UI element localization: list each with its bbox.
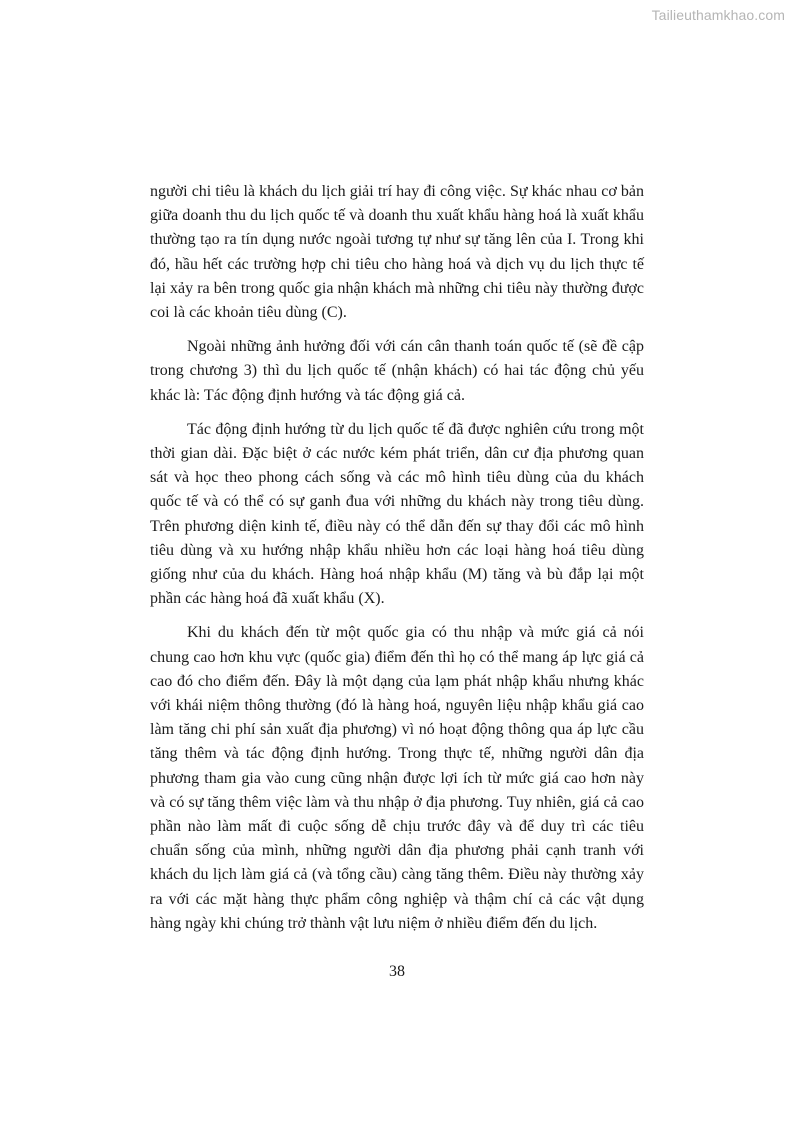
watermark: Tailieuthamkhao.com xyxy=(651,7,785,23)
paragraph: Khi du khách đến từ một quốc gia có thu nhập và mức giá cả nói chung cao hơn khu vực (quốc gia) điểm đến thì họ có thể mang áp lực giá cả cao đó cho điểm đến. Đây là một dạng của lạm phát nhập khẩu nhưng khác với khái niệm thông thường (đó là hàng hoá, nguyên liệu nhập khẩu giá cao làm tăng chi phí sản xuất địa phương) vì nó hoạt động thông qua áp lực cầu tăng thêm và tác động định hướng. Trong thực tế, những người dân địa phương tham gia vào cung cũng nhận được lợi ích từ mức giá cao hơn này và có sự tăng thêm việc làm và thu nhập ở địa phương. Tuy nhiên, giá cả cao phần nào làm mất đi cuộc sống dễ chịu trước đây và để duy trì các tiêu chuẩn sống của mình, những người dân địa phương phải cạnh tranh với khách du lịch làm giá cả (và tổng cầu) càng tăng thêm. Điều này thường xảy ra với các mặt hàng thực phẩm công nghiệp và thậm chí cả các vật dụng hàng ngày khi chúng trở thành vật lưu niệm ở nhiều điểm đến du lịch. xyxy=(150,624,644,932)
page-number: 38 xyxy=(389,963,405,980)
paragraph: Tác động định hướng từ du lịch quốc tế đã được nghiên cứu trong một thời gian dài. Đặc biệt ở các nước kém phát triển, dân cư địa phương quan sát và học theo phong cách sống và các mô hình tiêu dùng của du khách quốc tế và có thể có sự ganh đua với những du khách này trong tiêu dùng. Trên phương diện kinh tế, điều này có thể dẫn đến sự thay đổi các mô hình tiêu dùng và xu hướng nhập khẩu nhiều hơn các loại hàng hoá tiêu dùng giống như của du khách. Hàng hoá nhập khẩu (M) tăng và bù đắp lại một phần các hàng hoá đã xuất khẩu (X). xyxy=(150,420,644,608)
paragraph: Ngoài những ảnh hưởng đối với cán cân thanh toán quốc tế (sẽ đề cập trong chương 3) thì du lịch quốc tế (nhận khách) có hai tác động chủ yếu khác là: Tác động định hướng và tác động giá cả. xyxy=(150,338,644,404)
paragraph-continuation: người chi tiêu là khách du lịch giải trí hay đi công việc. Sự khác nhau cơ bản giữa doanh thu du lịch quốc tế và doanh thu xuất khẩu hàng hoá là xuất khẩu thường tạo ra tín dụng nước ngoài tương tự như sự tăng lên của I. Trong khi đó, hầu hết các trường hợp chi tiêu cho hàng hoá và dịch vụ du lịch thực tế lại xảy ra bên trong quốc gia nhận khách mà những chi tiêu này thường được coi là các khoản tiêu dùng (C). xyxy=(150,183,644,322)
page-body xyxy=(150,180,644,946)
